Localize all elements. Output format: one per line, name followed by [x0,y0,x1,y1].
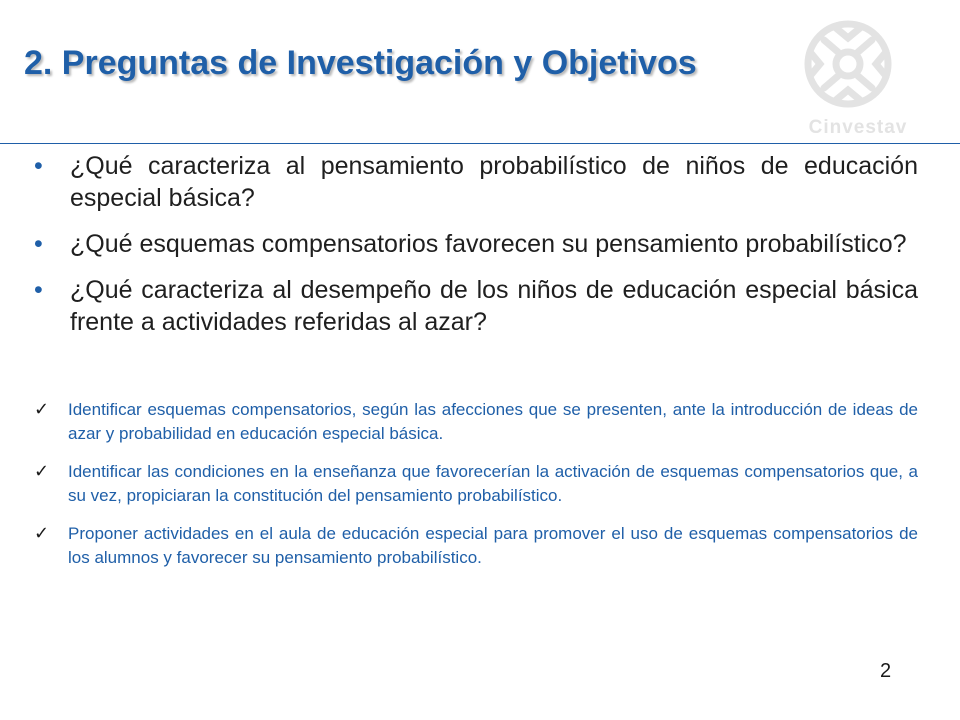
page-number: 2 [880,660,892,682]
objective-text: Proponer actividades en el aula de educación especial para promover el uso de esquemas compensatorios de los alumnos y favorecer su pensamiento probabilístico. [68,524,918,567]
objective-text: Identificar las condiciones en la enseñanza que favorecerían la activación de esquemas compensatorios que, a su vez, propiciaran la constitución del pensamiento probabilístico. [68,462,918,505]
research-questions [34,150,918,352]
bullet-icon: • [34,230,43,258]
objective-item [34,522,918,570]
slide-title: 2. Preguntas de Investigación y Objetivos [24,44,697,82]
question-text: ¿Qué caracteriza al desempeño de los niños de educación especial básica frente a actividades referidas al azar? [70,276,918,336]
logo-wordmark: Cinvestav [808,117,908,138]
question-text: ¿Qué caracteriza al pensamiento probabilístico de niños de educación especial básica? [70,152,918,212]
question-item [34,228,918,260]
question-item [34,150,918,214]
objective-item [34,460,918,508]
bullet-icon: • [34,152,43,180]
bullet-icon: • [34,276,43,304]
checkmark-icon: ✓ [34,461,50,482]
question-item [34,274,918,338]
title-divider [0,143,960,144]
objective-item [34,398,918,446]
question-text: ¿Qué esquemas compensatorios favorecen su pensamiento probabilístico? [70,230,907,258]
checkmark-icon: ✓ [34,523,50,544]
checkmark-icon: ✓ [34,399,50,420]
objective-text: Identificar esquemas compensatorios, según las afecciones que se presenten, ante la introducción de ideas de azar y probabilidad en educación especial básica. [68,400,918,443]
research-objectives [34,398,918,584]
